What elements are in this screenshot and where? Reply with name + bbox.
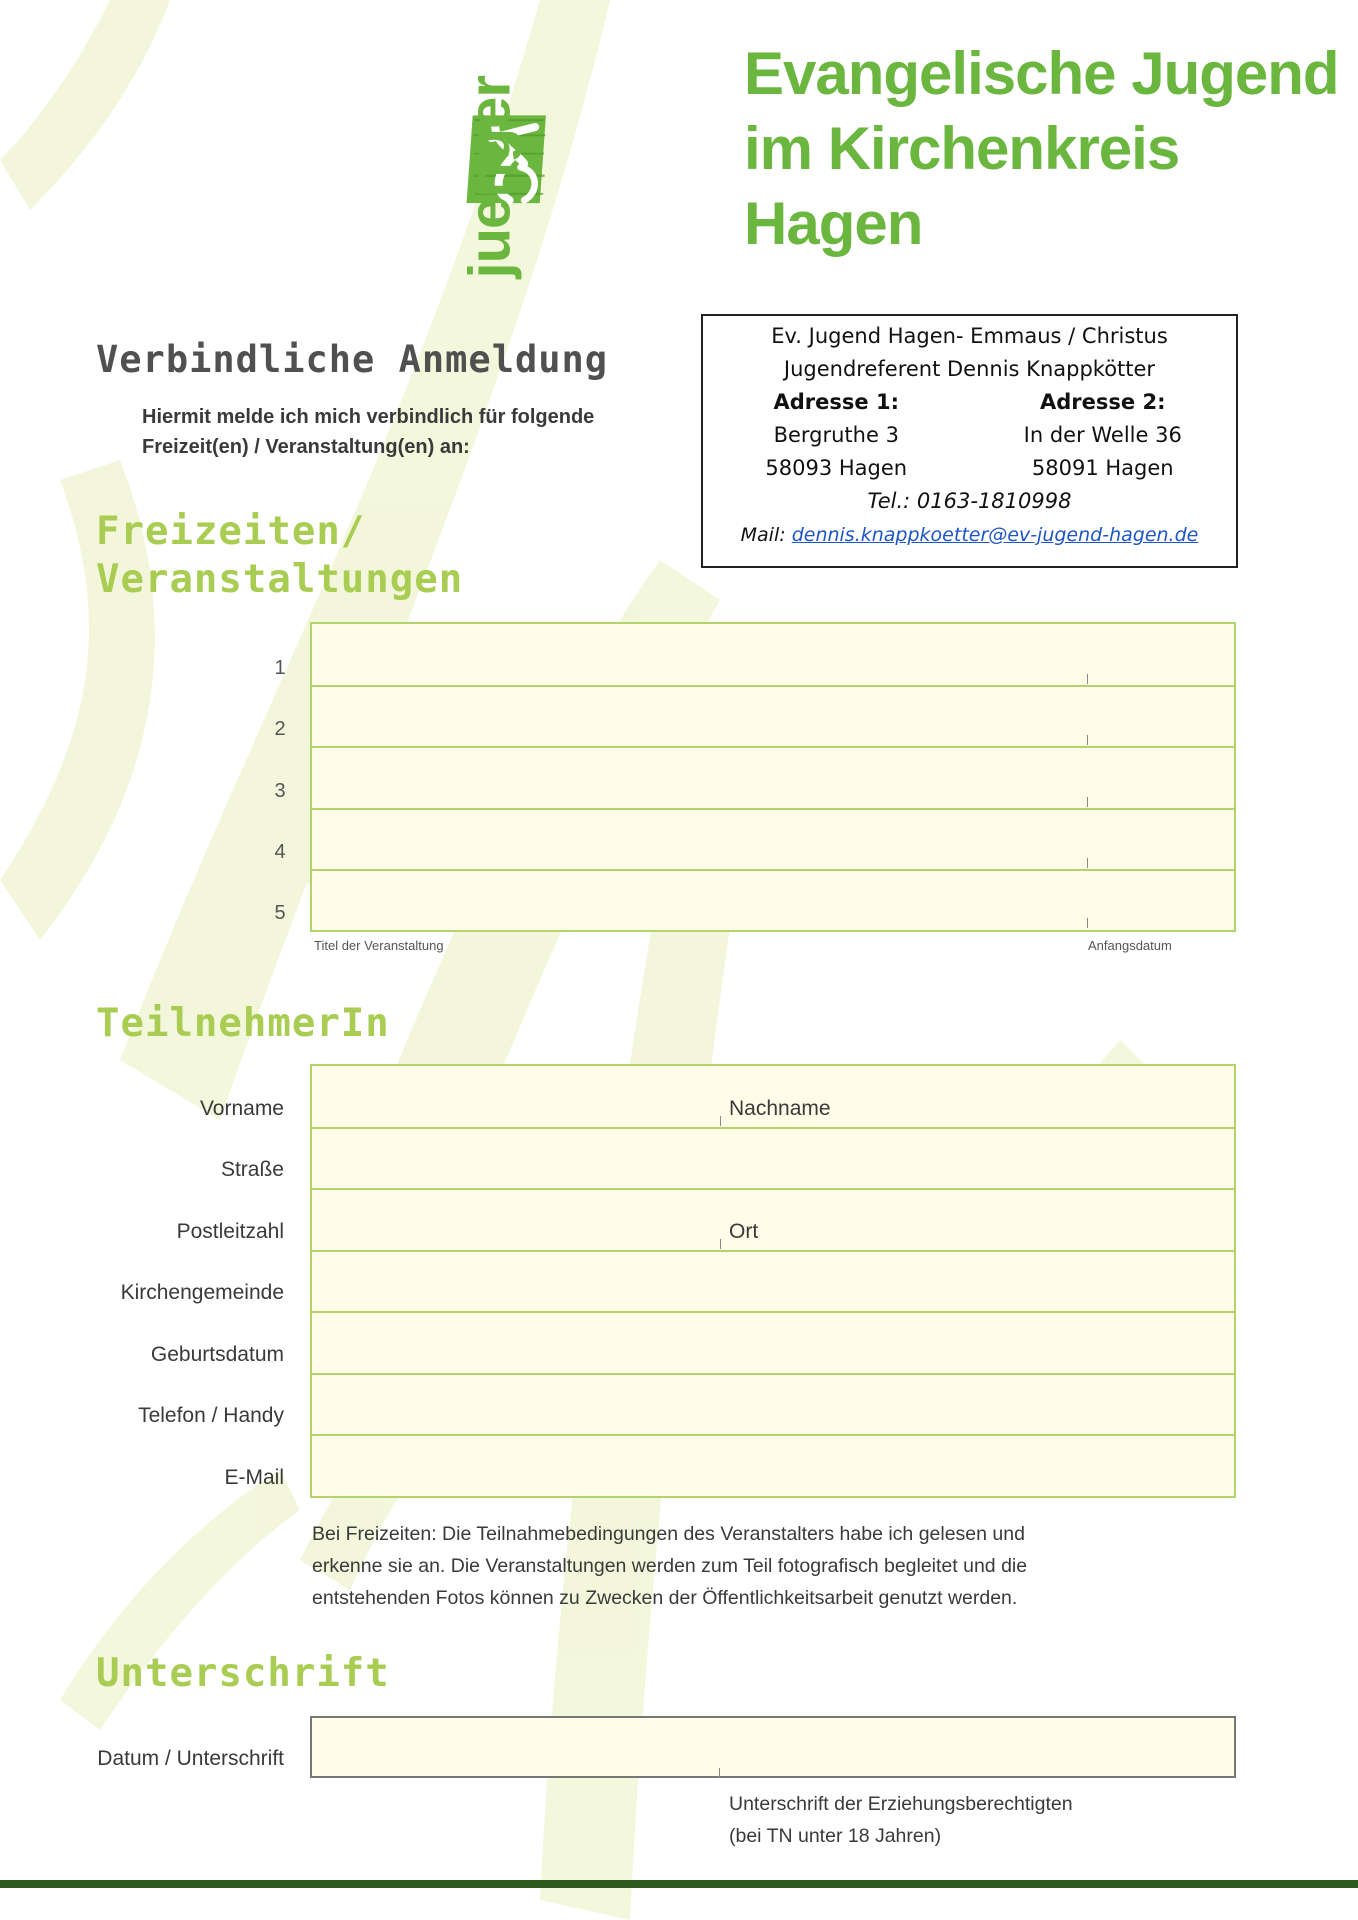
events-heading [96,508,463,604]
intro-line-1: Hiermit melde ich mich verbindlich für folgende [142,406,595,428]
event-row-number: 2 [274,718,286,740]
guardian-line-2: (bei TN unter 18 Jahren) [729,1825,942,1847]
field-email[interactable] [312,1434,1234,1496]
address-1-label: Adresse 1: [773,390,899,414]
contact-phone: Tel.: 0163-1810998 [867,489,1072,513]
field-strasse[interactable] [312,1127,1234,1186]
logo-line-3: Hagen [744,190,923,257]
signature-field[interactable] [310,1716,1236,1778]
event-field-1[interactable] [312,624,1234,683]
guardian-signature-note [729,1788,1073,1852]
label-signature: Datum / Unterschrift [97,1747,284,1770]
caption-start-date: Anfangsdatum [1088,938,1172,953]
event-field-2[interactable] [312,685,1234,744]
event-row-number: 1 [274,657,286,679]
page-title: Verbindliche Anmeldung [96,338,609,381]
label-geburtsdatum: Geburtsdatum [150,1343,284,1366]
footer-bar [0,1880,1358,1888]
events-heading-line-2: Veranstaltungen [96,557,464,602]
field-telefon[interactable] [312,1373,1234,1432]
address-2-street: In der Welle 36 [1023,423,1182,447]
terms-line: erkenne sie an. Die Veranstaltungen werden zum Teil fotografisch begleitet und die [312,1555,1028,1577]
field-vorname[interactable] [312,1066,718,1125]
label-vorname: Vorname [199,1097,284,1120]
mail-label: Mail: [740,524,786,546]
event-field-5[interactable] [312,869,1234,930]
address-1-street: Bergruthe 3 [773,423,899,447]
label-postleitzahl: Postleitzahl [176,1220,284,1243]
terms-text [312,1518,1072,1614]
label-ort: Ort [729,1220,759,1243]
field-nachname[interactable] [720,1066,1234,1125]
field-ort[interactable] [720,1188,1234,1248]
terms-line: Bei Freizeiten: Die Teilnahmebedingungen des Veranstalters habe ich gelesen und [312,1523,1025,1545]
address-2-city: 58091 Hagen [1031,456,1174,480]
label-strasse: Straße [220,1158,284,1181]
intro-line-2: Freizeit(en) / Veranstaltung(en) an: [142,436,470,458]
contact-org: Ev. Jugend Hagen- Emmaus / Christus [771,324,1168,348]
label-nachname: Nachname [729,1097,831,1120]
contact-mail [703,524,1236,546]
event-row-number: 5 [274,902,286,924]
mail-link[interactable]: dennis.knappkoetter@ev-jugend-hagen.de [791,524,1199,546]
signature-divider-tick [719,1768,720,1778]
event-row-number: 3 [274,780,286,802]
event-field-4[interactable] [312,808,1234,867]
label-kirchengemeinde: Kirchengemeinde [120,1281,284,1304]
event-field-3[interactable] [312,746,1234,806]
field-kirchengemeinde[interactable] [312,1250,1234,1309]
terms-line: entstehenden Fotos können zu Zwecken der Öffentlichkeitsarbeit genutzt werden. [312,1587,1018,1609]
logo-wordmark: juenger [457,76,523,279]
participant-heading: TeilnehmerIn [96,1001,390,1046]
address-2-label: Adresse 2: [1040,390,1166,414]
signature-heading: Unterschrift [96,1651,390,1696]
field-geburtsdatum[interactable] [312,1311,1234,1371]
logo-line-2: im Kirchenkreis [744,115,1180,182]
label-telefon: Telefon / Handy [138,1404,284,1427]
contact-person: Jugendreferent Dennis Knappkötter [783,357,1156,381]
guardian-line-1: Unterschrift der Erziehungsberechtigten [729,1793,1073,1815]
logo-text [744,36,1339,261]
logo-line-1: Evangelische Jugend [744,40,1339,107]
contact-box [701,314,1238,568]
field-postleitzahl[interactable] [312,1188,718,1248]
caption-event-title: Titel der Veranstaltung [314,938,444,953]
event-row-number: 4 [274,841,286,863]
address-1-city: 58093 Hagen [765,456,908,480]
events-heading-line-1: Freizeiten/ [96,509,366,554]
intro-text [142,402,594,462]
label-email: E-Mail [224,1466,284,1489]
